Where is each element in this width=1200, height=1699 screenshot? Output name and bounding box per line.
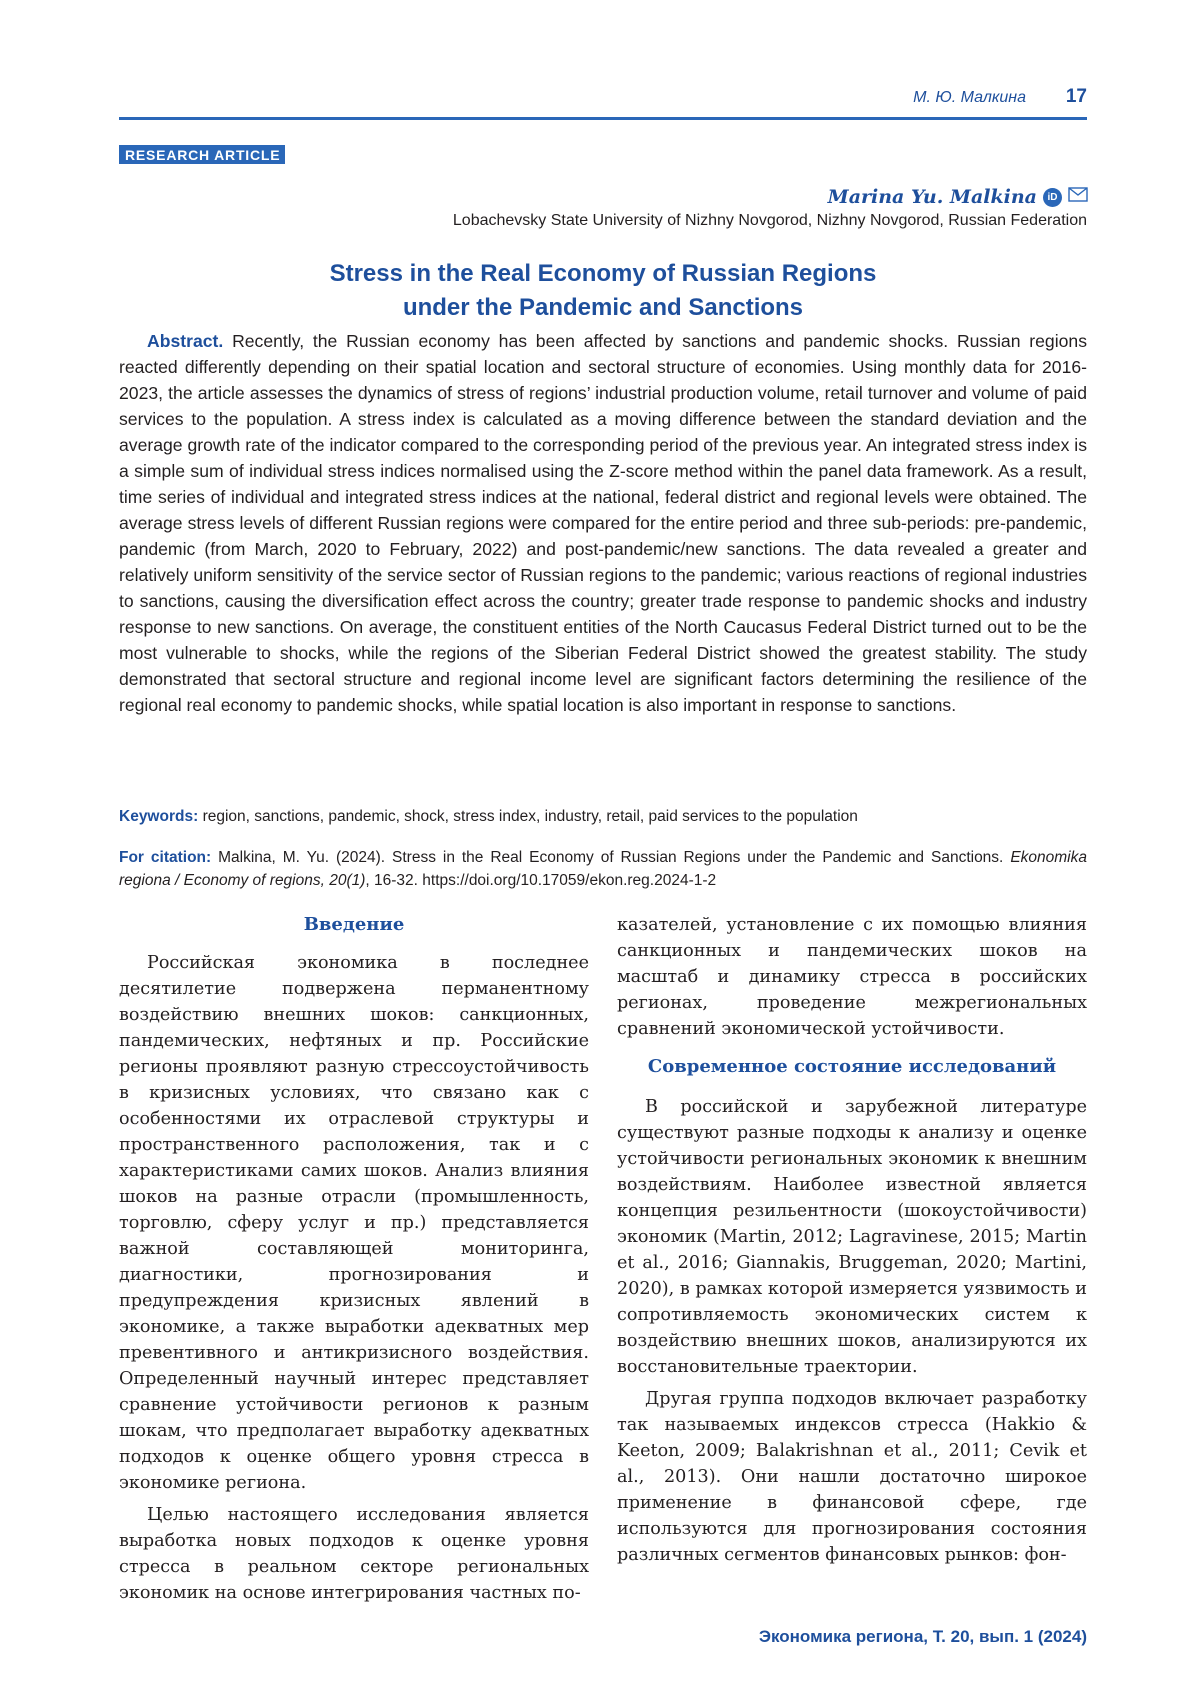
right-column [617, 912, 1087, 1568]
paragraph-continuation: казателей, установление с их помощью влияния санкционных и пандемических шоков на масштаб и динамику стресса в российских регионах, проведение межрегиональных сравнений экономической устойчивости. [617, 915, 1087, 1039]
article-title-line-1: Stress in the Real Economy of Russian Regions [329, 260, 877, 287]
paragraph: В российской и зарубежной литературе существуют разные подходы к анализу и оценке устойчивости региональных экономик к внешним воздействиям. Наиболее известной является концепция резильентности (шокоустойчивости) экономик (Martin, 2012; Lagravinese, 2015; Martin et al., 2016; Giannakis, Bruggeman, 2020; Martini, 2020), в рамках которой измеряется уязвимость и сопротивляемость экономических систем к воздействию внешних шоков, анализируются их восстановительные траектории. [617, 1097, 1087, 1377]
abstract-label: Abstract. [147, 331, 224, 351]
keywords-label: Keywords: [119, 808, 199, 825]
email-icon[interactable] [1068, 187, 1088, 207]
header-rule [119, 117, 1087, 120]
paragraph: Целью настоящего исследования является выработка новых подходов к оценке уровня стресса в реальном секторе региональных экономик на основе интегрирования частных по- [119, 1505, 589, 1603]
citation-doi[interactable]: , 16-32. https://doi.org/10.17059/ekon.reg.2024-1-2 [365, 871, 717, 889]
orcid-icon[interactable]: iD [1043, 188, 1062, 207]
abstract [119, 328, 1087, 718]
article-title-line-2: under the Pandemic and Sanctions [402, 294, 804, 321]
paragraph: Российская экономика в последнее десятилетие подвержена перманентному воздействию внешних шоков: санкционных, пандемических, нефтяных и пр. Российские регионы проявляют разную стрессоустойчивость в кризисных условиях, что связано как с особенностями их отраслевой структуры и пространственного расположения, так и с характеристиками самих шоков. Анализ влияния шоков на разные отрасли (промышленность, торговлю, сферу услуг и пр.) представляется важной составляющей мониторинга, диагностики, прогнозирования и предупреждения кризисных явлений в экономике, а также выработки адекватных мер превентивного и антикризисного воздействия. Определенный научный интерес представляет сравнение устойчивости регионов к разным шокам, что предполагает выработку адекватных подходов к оценке общего уровня стресса в экономике региона. [119, 953, 589, 1493]
section-heading-state-of-research: Современное состояние исследований [647, 1056, 1057, 1077]
page-number: 17 [1065, 86, 1087, 107]
citation-journal: Ekonomika regiona / Economy of regions, 20(1) [119, 849, 1087, 889]
author-line [828, 186, 1088, 208]
abstract-text: Recently, the Russian economy has been affected by sanctions and pandemic shocks. Russian regions reacted differently depending on their spatial location and sectoral structure of economies. Using monthly data for 2016-2023, the article assesses the dynamics of stress of regions’ industrial production volume, retail turnover and volume of paid services to the population. A stress index is calculated as a moving difference between the standard deviation and the average growth rate of the indicator compared to the corresponding period of the previous year. An integrated stress index is a simple sum of individual stress indices normalised using the Z-score method within the panel data framework. As a result, time series of individual and integrated stress indices at the national, federal district and regional levels were obtained. The average stress levels of different Russian regions were compared for the entire period and three sub-periods: pre-pandemic, pandemic (from March, 2020 to February, 2022) and post-pandemic/new sanctions. The data revealed a greater and relatively uniform sensitivity of the service sector of Russian regions to the pandemic; various reactions of regional industries to sanctions, causing the diversification effect across the country; greater trade response to pandemic shocks and industry response to new sanctions. On average, the constituent entities of the North Caucasus Federal District turned out to be the most vulnerable to shocks, while the regions of the Siberian Federal District showed the greatest stability. The study demonstrated that sectoral structure and regional income level are significant factors determining the resilience of the regional real economy to pandemic shocks, while spatial location is also important in response to sanctions. [119, 331, 1087, 715]
article-title [119, 257, 1087, 325]
keywords-text: region, sanctions, pandemic, shock, stress index, industry, retail, paid services to the population [202, 808, 858, 825]
left-column [119, 912, 589, 1606]
paragraph: Другая группа подходов включает разработку так называемых индексов стресса (Hakkio & Keeton, 2009; Balakrishnan et al., 2011; Cevik et al., 2013). Они нашли достаточно широкое применение в финансовой сфере, где используются для прогнозирования состояния различных сегментов финансовых рынков: фон- [617, 1389, 1087, 1565]
author-affiliation: Lobachevsky State University of Nizhny Novgorod, Nizhny Novgorod, Russian Federation [452, 212, 1087, 229]
journal-footer: Экономика региона, Т. 20, вып. 1 (2024) [758, 1627, 1087, 1646]
running-header-author: М. Ю. Малкина [913, 89, 1026, 106]
article-type-badge: RESEARCH ARTICLE [119, 145, 285, 164]
section-heading-introduction: Введение [303, 914, 405, 935]
citation-text: Malkina, M. Yu. (2024). Stress in the Real Economy of Russian Regions under the Pandemic and Sanctions. [218, 849, 1004, 866]
citation-label: For citation: [119, 849, 212, 866]
keywords [119, 806, 1087, 828]
author-name: Marina Yu. Malkina [827, 186, 1037, 208]
citation [119, 847, 1087, 892]
